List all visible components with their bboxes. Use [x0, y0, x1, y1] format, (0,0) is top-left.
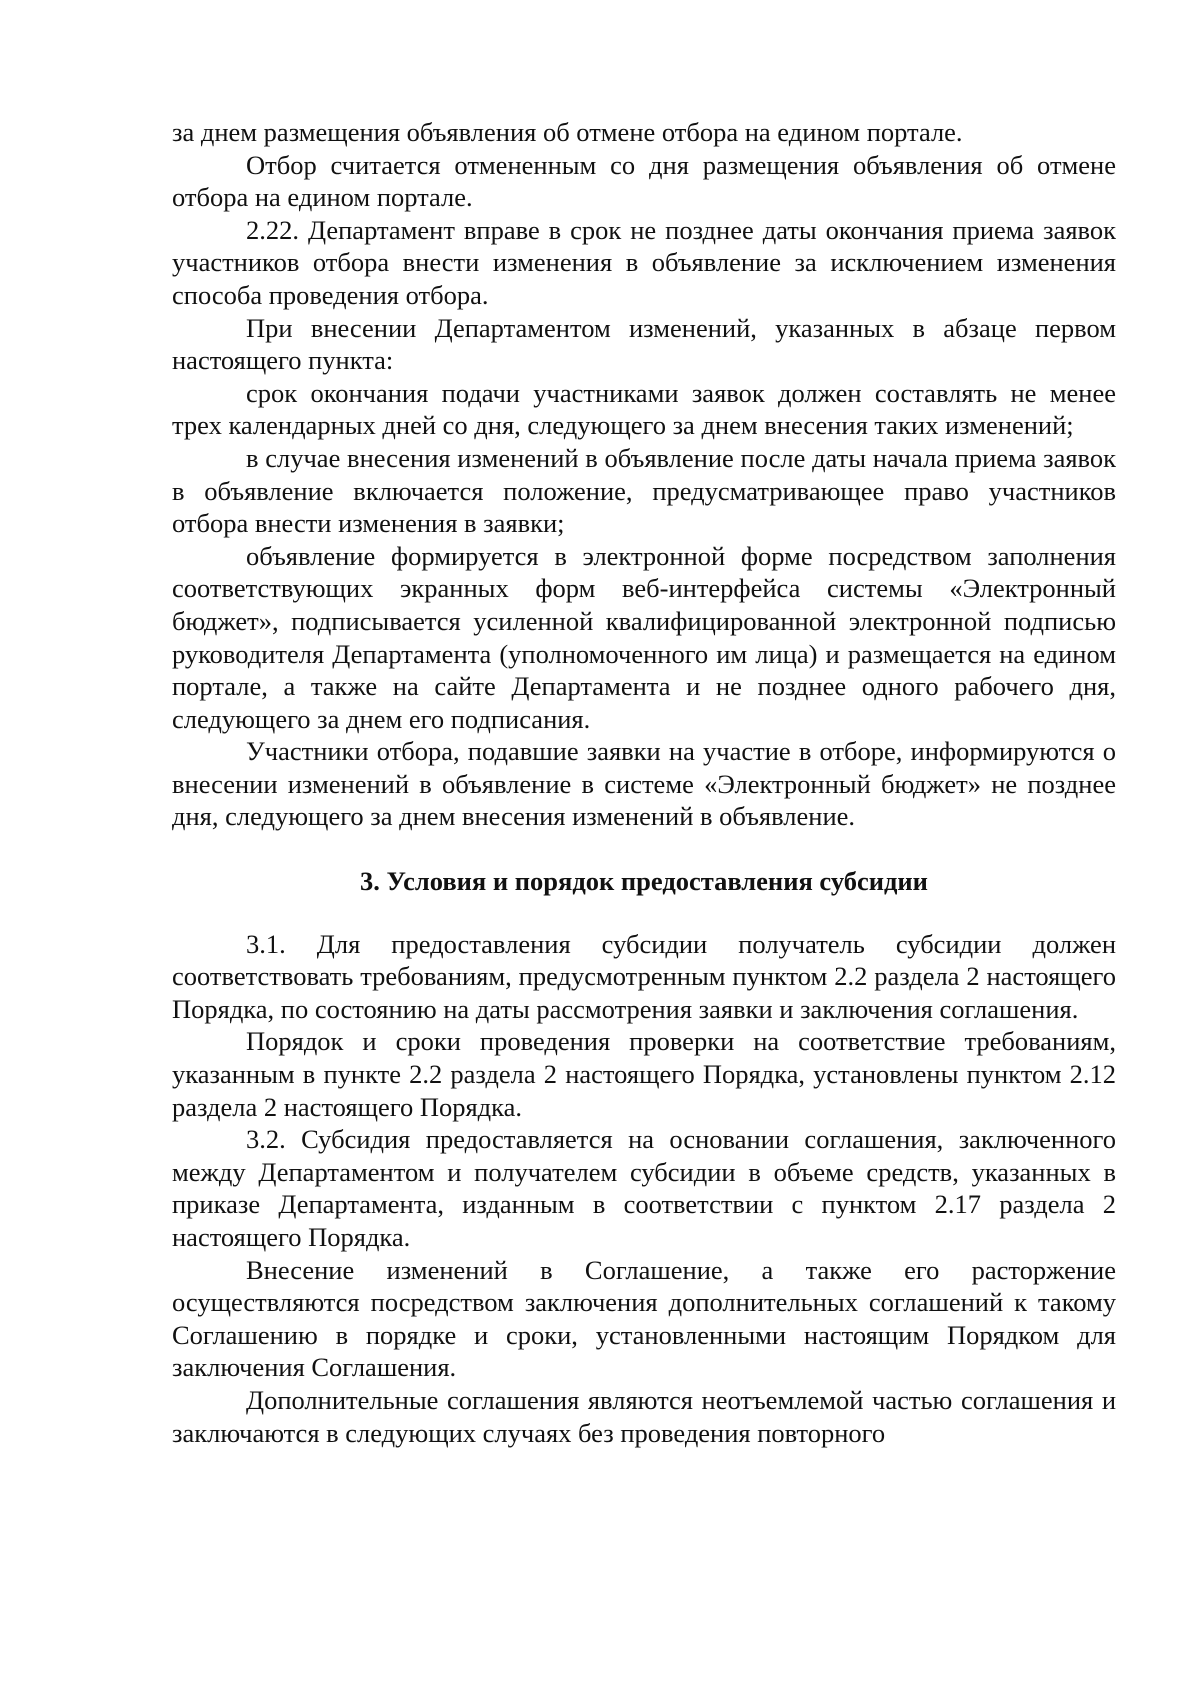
paragraph: 3.1. Для предоставления субсидии получатель субсидии должен соответствовать требованиям, предусмотренным пунктом 2.2 раздела 2 настоящего Порядка, по состоянию на даты рассмотрения заявки и заключения соглашения. — [172, 928, 1116, 1024]
paragraph: 3.2. Субсидия предоставляется на основании соглашения, заключенного между Департаментом и получателем субсидии в объеме средств, указанных в приказе Департамента, изданным в соответствии с пунктом 2.17 раздела 2 настоящего Порядка. — [172, 1124, 1116, 1252]
paragraph: срок окончания подачи участниками заявок должен составлять не менее трех календарных дней со дня, следующего за днем внесения таких изменений; — [172, 377, 1116, 441]
paragraph: в случае внесения изменений в объявление после даты начала приема заявок в объявление включается положение, предусматривающее право участников отбора внести изменения в заявки; — [172, 442, 1116, 539]
paragraph: за днем размещения объявления об отмене отбора на едином портале. — [172, 117, 963, 147]
paragraph: Порядок и сроки проведения проверки на соответствие требованиям, указанным в пункте 2.2 раздела 2 настоящего Порядка, установлены пунктом 2.12 раздела 2 настоящего Порядка. — [172, 1026, 1116, 1122]
paragraph: Внесение изменений в Соглашение, а также его расторжение осуществляются посредством заключения дополнительных соглашений к такому Соглашению в порядке и сроки, установленными настоящим Порядком для заключения Соглашения. — [172, 1254, 1116, 1383]
paragraph: Дополнительные соглашения являются неотъемлемой частью соглашения и заключаются в следующих случаях без проведения повторного — [172, 1384, 1116, 1448]
section-heading: 3. Условия и порядок предоставления субсидии — [360, 866, 928, 897]
paragraph: Участники отбора, подавшие заявки на участие в отборе, информируются о внесении изменений в объявление в системе «Электронный бюджет» не позднее дня, следующего за днем внесения изменений в объявление. — [172, 736, 1116, 832]
paragraph: Отбор считается отмененным со дня размещения объявления об отмене отбора на едином портале. — [172, 149, 1116, 213]
paragraph: При внесении Департаментом изменений, указанных в абзаце первом настоящего пункта: — [172, 312, 1116, 376]
document-body — [172, 116, 1116, 1449]
paragraph: объявление формируется в электронной форме посредством заполнения соответствующих экранных форм веб-интерфейса системы «Электронный бюджет», подписывается усиленной квалифицированной электронной подписью руководителя Департамента (уполномоченного им лица) и размещается на едином портале, а также на сайте Департамента и не позднее одного рабочего дня, следующего за днем его подписания. — [172, 540, 1116, 734]
paragraph: 2.22. Департамент вправе в срок не позднее даты окончания приема заявок участников отбора внести изменения в объявление за исключением изменения способа проведения отбора. — [172, 214, 1116, 310]
